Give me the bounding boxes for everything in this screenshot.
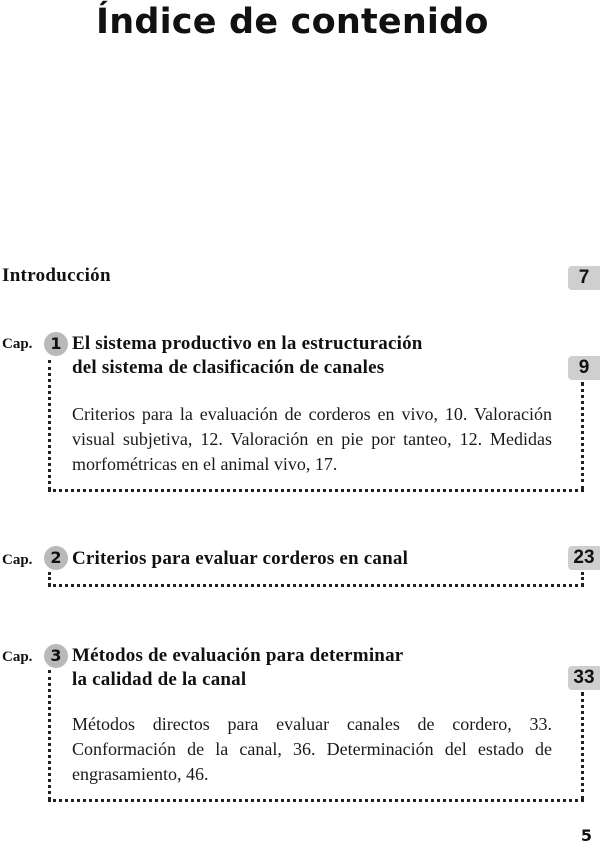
chapter-title-line: del sistema de clasificación de canales	[72, 357, 385, 378]
introduction-label: Introducción	[2, 265, 111, 286]
chapter-title-line: Métodos de evaluación para determinar	[72, 645, 404, 666]
dotted-border-right	[581, 692, 584, 800]
chapter-title-line: El sistema productivo en la estructuración	[72, 333, 423, 354]
chapter-number-badge: 2	[44, 546, 68, 570]
chapter-description: Métodos directos para evaluar canales de cordero, 33. Conformación de la canal, 36. Determinación del estado de engrasamiento, 46.	[72, 714, 552, 784]
chapter-prefix: Cap.	[2, 649, 33, 665]
dotted-border-bottom	[48, 584, 584, 587]
chapter-page-number: 9	[568, 356, 600, 380]
chapter-title-line: la calidad de la canal	[72, 669, 247, 690]
dotted-border-right	[581, 382, 584, 490]
chapter-number-badge: 1	[44, 332, 68, 356]
dotted-border-bottom	[48, 799, 584, 802]
page-number: 5	[580, 826, 592, 845]
dotted-border-left	[48, 670, 51, 800]
dotted-border-left	[48, 360, 51, 490]
chapter-page-number: 33	[568, 666, 600, 690]
chapter-prefix: Cap.	[2, 552, 33, 568]
chapter-page-number: 23	[568, 546, 600, 570]
dotted-border-bottom	[48, 489, 584, 492]
introduction-page-number: 7	[568, 266, 600, 290]
chapter-description: Criterios para la evaluación de corderos en vivo, 10. Valoración visual subjetiva, 12. Valoración en pie por tanteo, 12. Medidas morfométricas en el animal vivo, 17.	[72, 404, 552, 474]
chapter-title-line: Criterios para evaluar corderos en canal	[72, 548, 409, 569]
chapter-prefix: Cap.	[2, 336, 33, 352]
page-title: Índice de contenido	[96, 2, 489, 42]
chapter-number-badge: 3	[44, 644, 68, 668]
